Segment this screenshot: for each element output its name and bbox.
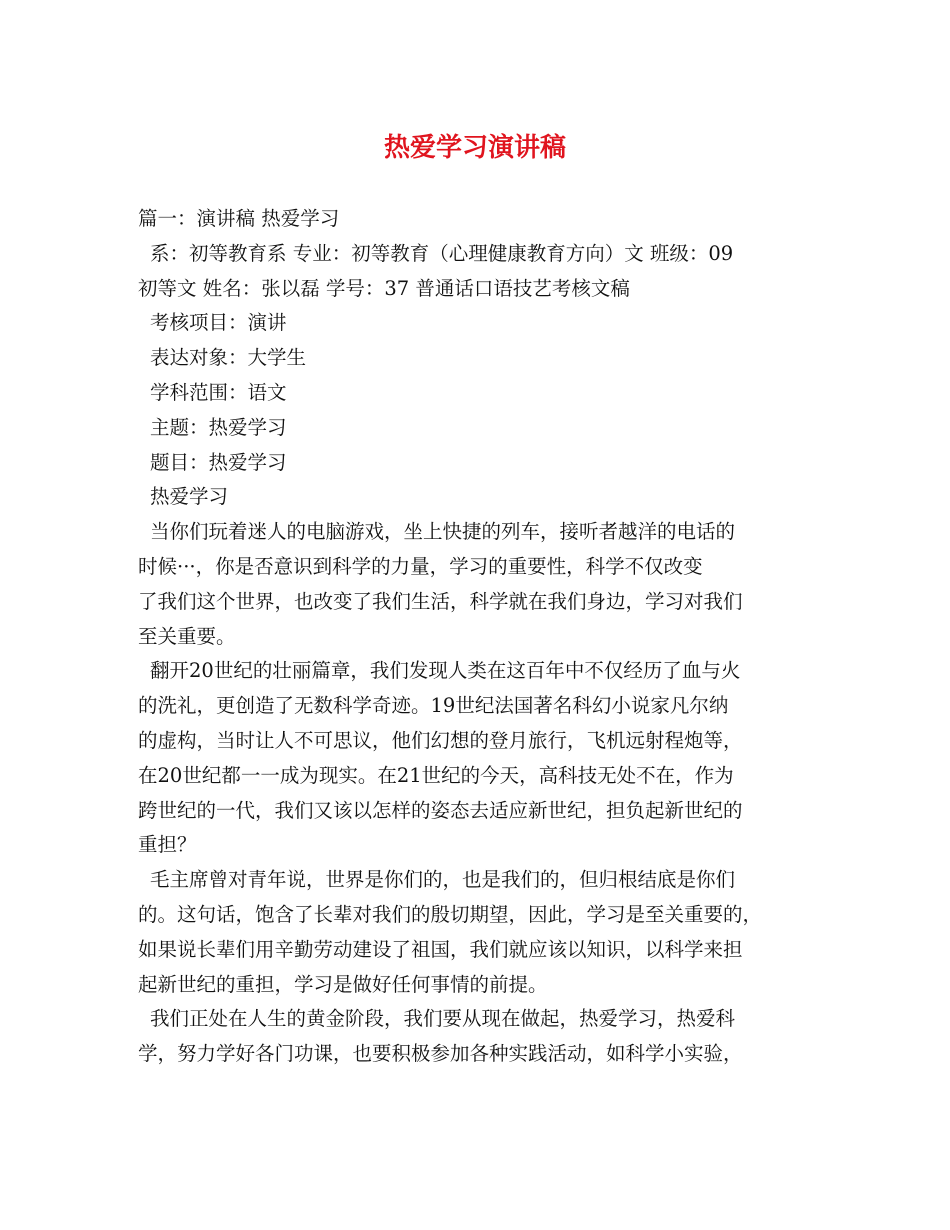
paragraph-line: 时候···，你是否意识到科学的力量，学习的重要性，科学不仅改变	[138, 554, 703, 578]
paragraph-line: 在20世纪都一一成为现实。在21世纪的今天，高科技无处不在，作为	[138, 763, 734, 787]
paragraph-line: 的洗礼，更创造了无数科学奇迹。19世纪法国著名科幻小说家凡尔纳	[138, 694, 729, 718]
paragraph-line: 起新世纪的重担，学习是做好任何事情的前提。	[138, 972, 548, 996]
section-heading: 篇一：演讲稿 热爱学习	[138, 207, 340, 230]
speech-title: 热爱学习	[150, 485, 229, 509]
paragraph-line: 毛主席曾对青年说，世界是你们的，也是我们的，但归根结底是你们	[150, 868, 736, 892]
info-line-student: 初等文 姓名：张以磊 学号：37 普通话口语技艺考核文稿	[138, 276, 630, 300]
paragraph-2	[138, 654, 818, 863]
paragraph-4	[138, 1002, 818, 1072]
paragraph-line: 的。这句话，饱含了长辈对我们的殷切期望，因此，学习是至关重要的，	[138, 902, 763, 926]
document-title: 热爱学习演讲稿	[383, 133, 566, 163]
paragraph-line: 翻开20世纪的壮丽篇章，我们发现人类在这百年中不仅经历了血与火	[150, 659, 741, 683]
paragraph-line: 至关重要。	[138, 624, 236, 648]
field-theme: 主题：热爱学习	[150, 415, 287, 439]
paragraph-line: 的虚构，当时让人不可思议，他们幻想的登月旅行，飞机远射程炮等，	[138, 728, 743, 752]
paragraph-line: 了我们这个世界，也改变了我们生活，科学就在我们身边，学习对我们	[138, 589, 743, 613]
paragraph-line: 如果说长辈们用辛勤劳动建设了祖国，我们就应该以知识，以科学来担	[138, 937, 743, 961]
paragraph-line: 当你们玩着迷人的电脑游戏，坐上快捷的列车，接听者越洋的电话的	[150, 520, 736, 544]
paragraph-3	[138, 863, 818, 1002]
info-line-department: 系：初等教育系 专业：初等教育（心理健康教育方向）文 班级：09	[150, 241, 734, 265]
paragraph-line: 我们正处在人生的黄金阶段，我们要从现在做起，热爱学习，热爱科	[150, 1007, 736, 1031]
field-audience: 表达对象：大学生	[150, 346, 307, 370]
field-exam-item: 考核项目：演讲	[150, 311, 287, 335]
paragraph-line: 重担？	[138, 833, 197, 857]
field-topic: 题目：热爱学习	[150, 450, 287, 474]
document-body	[138, 202, 818, 1072]
paragraph-1	[138, 515, 818, 654]
paragraph-line: 跨世纪的一代，我们又该以怎样的姿态去适应新世纪，担负起新世纪的	[138, 798, 743, 822]
paragraph-line: 学，努力学好各门功课，也要积极参加各种实践活动，如科学小实验，	[138, 1042, 743, 1066]
field-subject-scope: 学科范围：语文	[150, 380, 287, 404]
